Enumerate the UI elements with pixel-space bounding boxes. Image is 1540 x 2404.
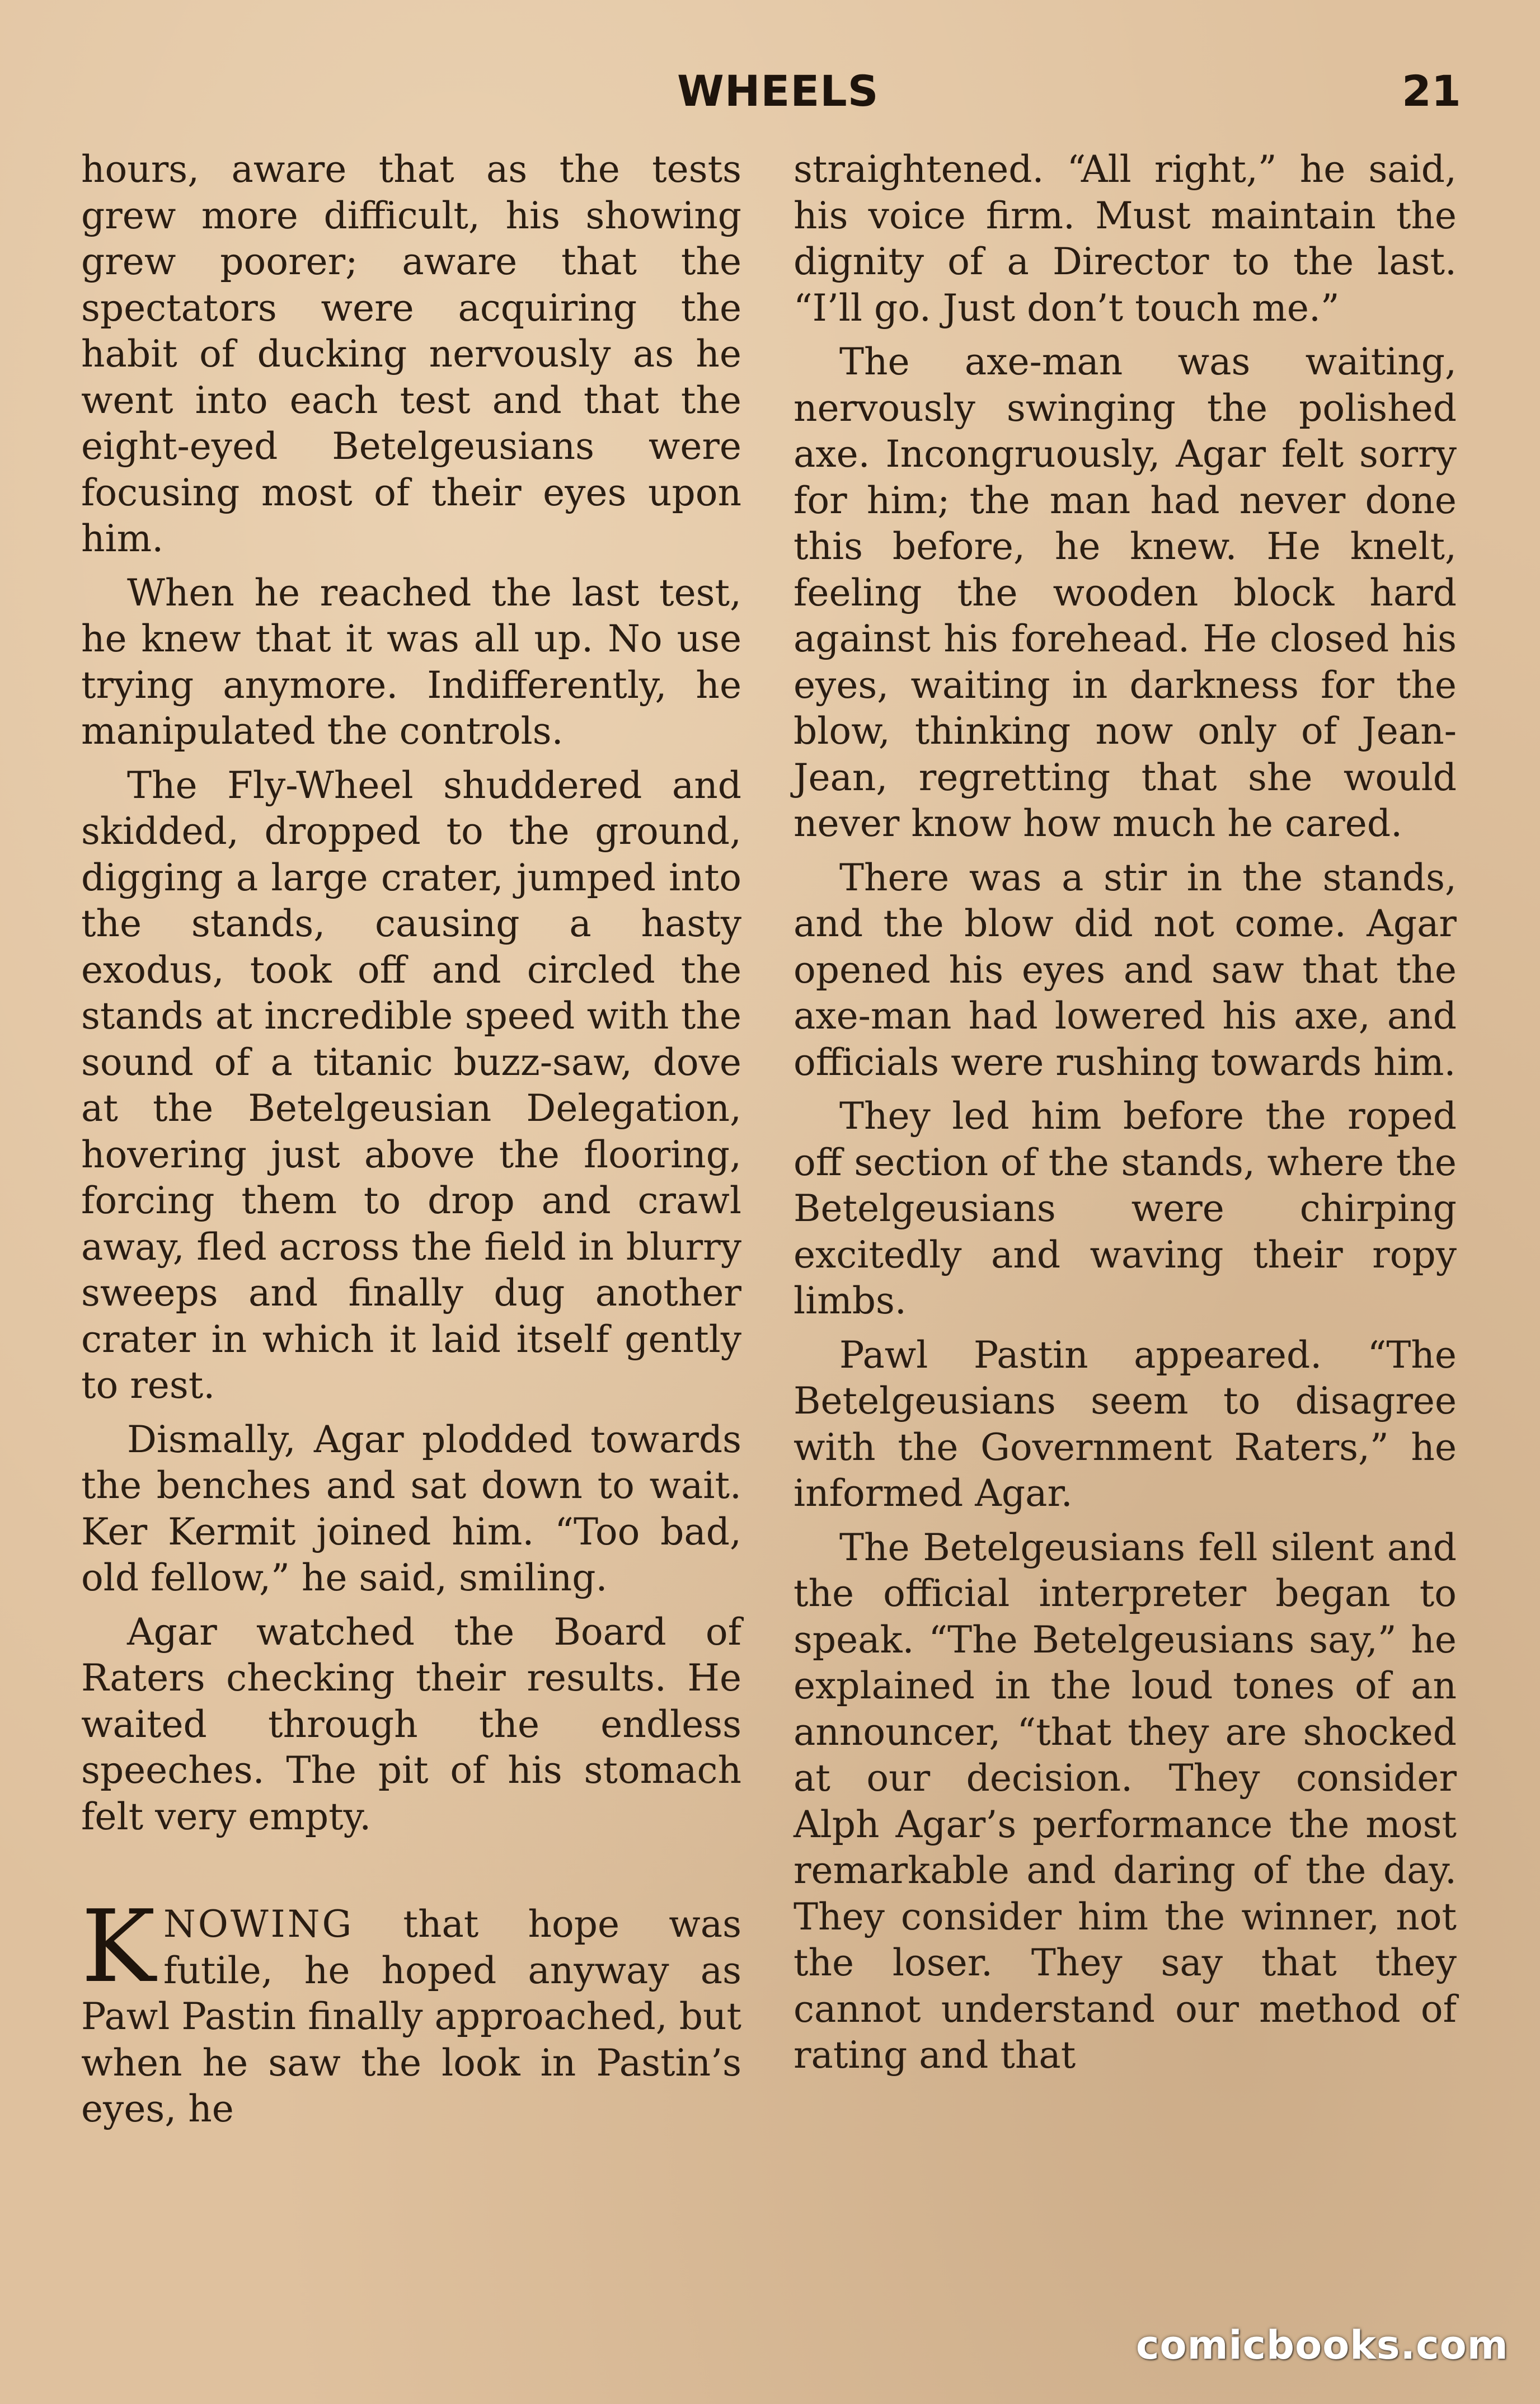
drop-cap: K bbox=[81, 1889, 156, 2004]
page-number: 21 bbox=[1402, 66, 1461, 116]
running-head bbox=[0, 66, 1540, 128]
paragraph: They led him before the roped off section of the stands, where the Betelgeusians were chirping excitedly and waving their ropy limbs. bbox=[794, 1095, 1457, 1322]
paragraph: The axe-man was waiting, nervously swinging the polished axe. Incongruously, Agar felt sorry for him; the man had never done this before, he knew. He knelt, feeling the wooden block hard against his forehead. He closed his eyes, waiting in darkness for the blow, thinking now only of Jean-Jean, regretting that she would never know how much he cared. bbox=[794, 340, 1457, 845]
paragraph: There was a stir in the stands, and the blow did not come. Agar opened his eyes and saw that the axe-man had lowered his axe, and officials were rushing towards him. bbox=[794, 856, 1457, 1084]
right-column bbox=[794, 147, 1457, 2087]
paragraph: straightened. “All right,” he said, his voice firm. Must maintain the dignity of a Director to the last. “I’ll go. Just don’t touch me.” bbox=[794, 148, 1457, 330]
drop-cap-paragraph bbox=[81, 1889, 742, 2133]
small-caps-lead: NOWING bbox=[163, 1903, 354, 1946]
paragraph: hours, aware that as the tests grew more difficult, his showing grew poorer; aware that the spectators were acquiring the habit of ducking nervously as he went into each test and that the eight-eyed Betelgeusians were focusing most of their eyes upon him. bbox=[81, 148, 741, 560]
section-break bbox=[81, 1848, 741, 1901]
paragraph: The Betelgeusians fell silent and the official interpreter began to speak. “The Betelgeusians say,” he explained in the loud tones of an announcer, “that they are shocked at our decision. They consider Alph Agar’s performance the most remarkable and daring of the day. They consider him the winner, not the loser. They say that they cannot understand our method of rating and that bbox=[794, 1525, 1457, 2077]
left-column bbox=[81, 147, 741, 2140]
watermark: comicbooks.com bbox=[1136, 2322, 1509, 2368]
running-title: WHEELS bbox=[677, 66, 879, 116]
paragraph-text: that hope was futile, he hoped anyway as Pawl Pastin finally approached, but when he saw the look in Pastin’s eyes, he bbox=[81, 1903, 742, 2130]
paragraph: The Fly-Wheel shuddered and skidded, dropped to the ground, digging a large crater, jumped into the stands, causing a hasty exodus, took off and circled the stands at incredible speed with the sound of a titanic buzz-saw, dove at the Betelgeusian Delegation, hovering just above the flooring, forcing them to drop and crawl away, fled across the field in blurry sweeps and finally dug another crater in which it laid itself gently to rest. bbox=[81, 763, 741, 1407]
paragraph: Agar watched the Board of Raters checking their results. He waited through the endless speeches. The pit of his stomach felt very empty. bbox=[81, 1610, 741, 1838]
paragraph: Dismally, Agar plodded towards the benches and sat down to wait. Ker Kermit joined him. “Too bad, old fellow,” he said, smiling. bbox=[81, 1417, 741, 1599]
paragraph: Pawl Pastin appeared. “The Betelgeusians seem to disagree with the Government Raters,” he informed Agar. bbox=[794, 1333, 1457, 1515]
paragraph: When he reached the last test, he knew that it was all up. No use trying anymore. Indifferently, he manipulated the controls. bbox=[81, 571, 741, 753]
